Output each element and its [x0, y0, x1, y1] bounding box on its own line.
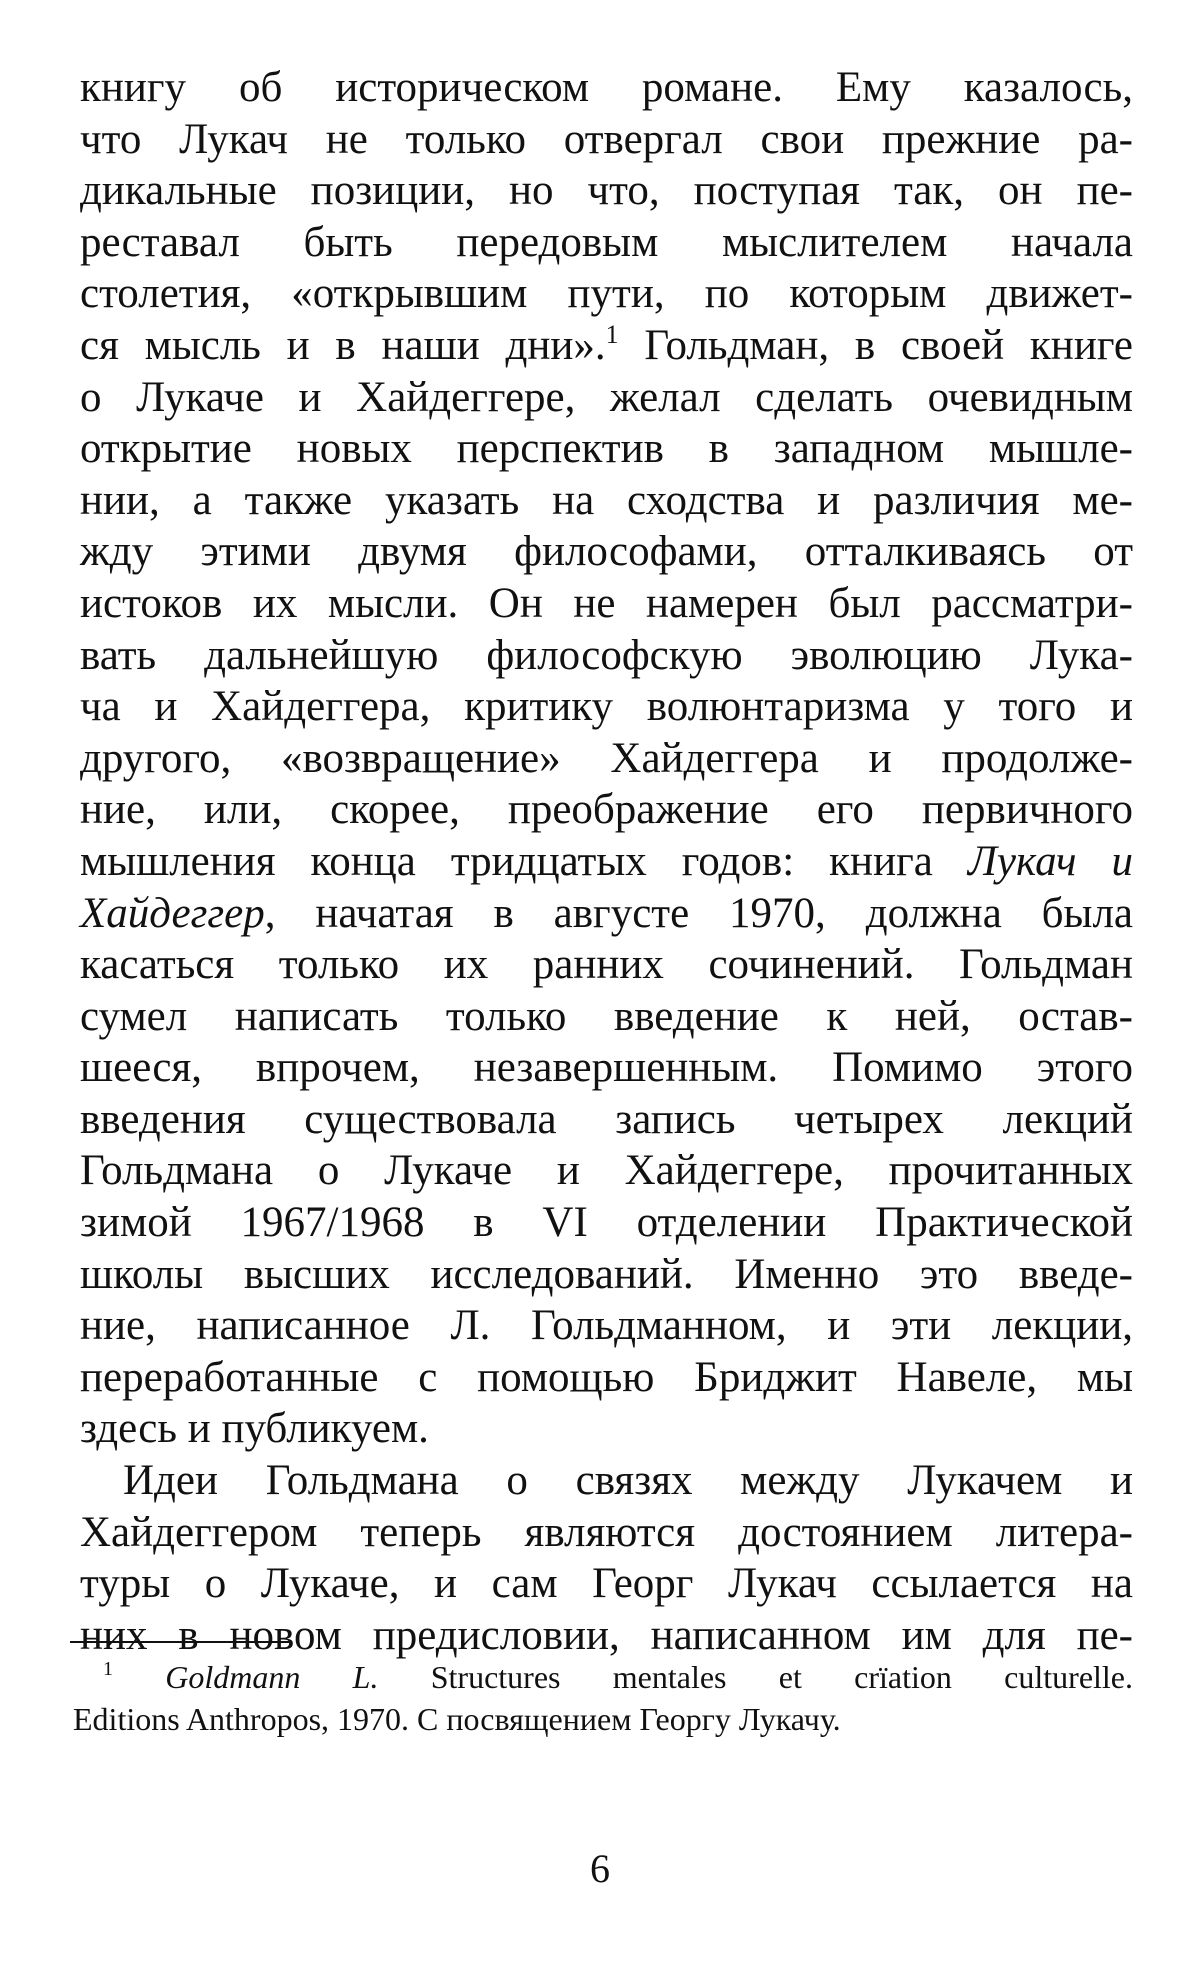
text-line: нии, а также указать на сходства и различия ме- — [80, 476, 1133, 524]
text-line: Хайдеггером теперь являются достоянием литера- — [80, 1508, 1133, 1556]
text-segment: мышления конца тридцатых годов: книга — [80, 837, 968, 885]
body-text — [80, 62, 1133, 1661]
text-line: школы высших исследований. Именно это введе- — [80, 1250, 1133, 1298]
text-line: касаться только их ранних сочинений. Гольдман — [80, 941, 1133, 989]
footnote-reference: 1 — [605, 319, 619, 349]
paragraph-end-line: здесь и публикуем. — [80, 1405, 429, 1453]
footnote-line — [73, 1656, 1133, 1698]
text-line: вать дальнейшую философскую эволюцию Лука- — [80, 631, 1133, 679]
paragraph-start-line: Идеи Гольдмана о связях между Лукачем и — [123, 1457, 1133, 1505]
text-line: книгу об историческом романе. Ему казалось, — [80, 64, 1133, 111]
text-line: о Лукаче и Хайдеггере, желал сделать очевидным — [80, 373, 1133, 421]
text-line: дикальные позиции, но что, поступая так, он пе- — [80, 167, 1133, 215]
text-line: ние, или, скорее, преображение его первичного — [80, 786, 1133, 834]
text-line: истоков их мысли. Он не намерен был рассматри- — [80, 579, 1133, 627]
footnote-author: Goldmann L. — [165, 1659, 379, 1695]
text-line: столетия, «открывшим пути, по которым движет- — [80, 270, 1133, 318]
text-line — [80, 836, 1133, 888]
text-segment: Гольдман, в своей книге — [618, 321, 1133, 369]
footnote-title: Structures mentales et crïation culturelle. — [378, 1659, 1134, 1695]
text-line: зимой 1967/1968 в VI отделении Практической — [80, 1199, 1133, 1247]
footnote-number: 1 — [103, 1658, 113, 1680]
text-line: что Лукач не только отвергал свои прежние ра- — [80, 115, 1133, 163]
footnote-line: Editions Anthropos, 1970. С посвящением Георгу Лукачу. — [73, 1701, 841, 1737]
book-title-italic: Лукач и — [967, 837, 1134, 885]
text-line: жду этими двумя философами, отталкиваясь от — [80, 528, 1133, 576]
text-line: реставал быть передовым мыслителем начала — [80, 218, 1133, 266]
text-line: Гольдмана о Лукаче и Хайдеггере, прочитанных — [80, 1147, 1133, 1195]
text-line: введения существовала запись четырех лекций — [80, 1095, 1133, 1143]
text-line: ча и Хайдеггера, критику волюнтаризма у того и — [80, 683, 1133, 731]
text-line: переработанные с помощью Бриджит Навеле, мы — [80, 1353, 1133, 1401]
text-line: сумел написать только введение к ней, остав- — [80, 992, 1133, 1040]
text-line: туры о Лукаче, и сам Георг Лукач ссылается на — [80, 1560, 1133, 1608]
text-line — [80, 320, 1133, 372]
footnote — [73, 1656, 1133, 1740]
text-line: ние, написанное Л. Гольдманном, и эти лекции, — [80, 1302, 1133, 1350]
text-line: шееся, впрочем, незавершенным. Помимо этого — [80, 1044, 1133, 1092]
text-line — [80, 888, 1133, 940]
text-line: них в новом предисловии, написанном им для пе- — [80, 1611, 1133, 1659]
footnote-divider — [70, 1641, 292, 1643]
text-segment: , начатая в августе 1970, должна была — [264, 889, 1133, 937]
text-segment: ся мысль и в наши дни». — [80, 321, 606, 369]
text-line: другого, «возвращение» Хайдеггера и продолже- — [80, 734, 1133, 782]
page-number: 6 — [590, 1846, 610, 1891]
text-line: открытие новых перспектив в западном мышле- — [80, 425, 1133, 473]
book-title-italic: Хайдеггер — [80, 889, 265, 937]
